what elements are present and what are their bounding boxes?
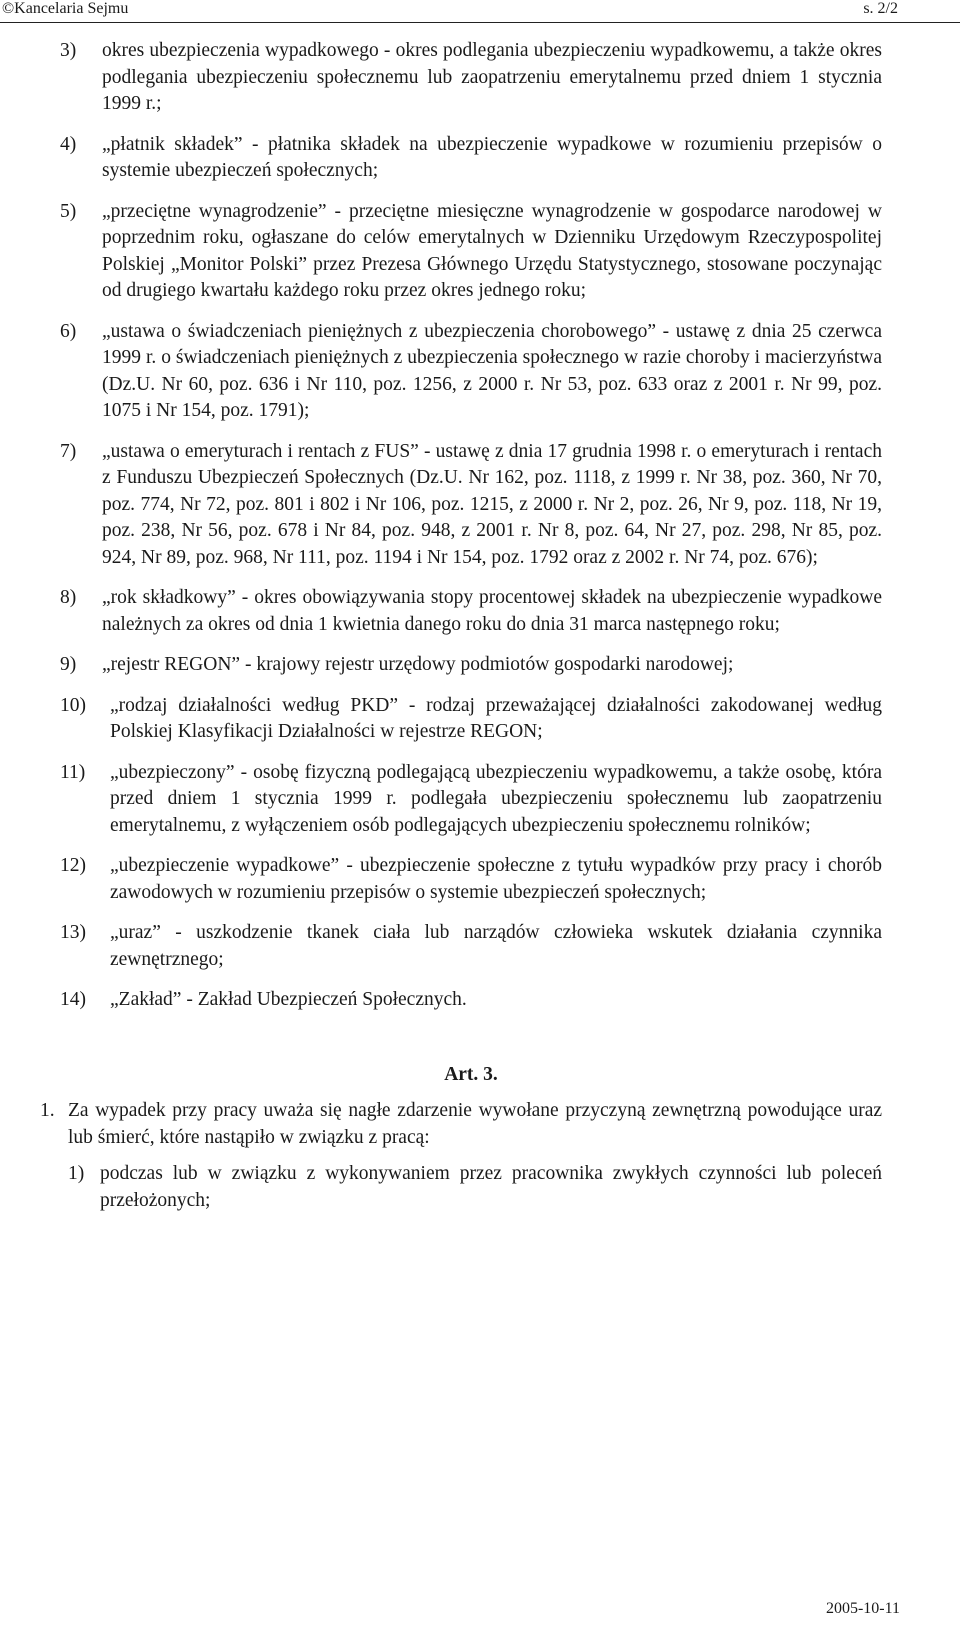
article-subitem <box>68 1161 882 1214</box>
paragraph-number: 1. <box>40 1100 55 1121</box>
item-number: 6) <box>60 320 77 342</box>
item-text: „rejestr REGON” - krajowy rejestr urzędowy podmiotów gospodarki narodowej; <box>102 654 734 675</box>
item-text: „rodzaj działalności według PKD” - rodzaj przeważającej działalności zakodowanej według Polskiej Klasyfikacji Działalności w rejestrze REGON; <box>110 694 882 742</box>
definition-item-8 <box>60 585 882 638</box>
subitem-text: podczas lub w związku z wykonywaniem przez pracownika zwykłych czynności lub poleceń przełożonych; <box>100 1163 882 1211</box>
definition-item-11 <box>60 760 882 840</box>
item-text: „ustawa o świadczeniach pieniężnych z ubezpieczenia chorobowego” - ustawę z dnia 25 czerwca 1999 r. o świadczeniach pieniężnych z ubezpieczenia społecznego w razie choroby i macierzyństwa (Dz.U. Nr 60, poz. 636 i Nr 110, poz. 1256, z 2000 r. Nr 53, poz. 633 oraz z 2001 r. Nr 99, poz. 1075 i Nr 154, poz. 1791); <box>102 320 882 421</box>
definition-item-12 <box>60 853 882 906</box>
item-text: „rok składkowy” - okres obowiązywania stopy procentowej składek na ubezpieczenie wypadkowe należnych za okres od dnia 1 kwietnia danego roku do dnia 31 marca następnego roku; <box>102 587 882 635</box>
item-number: 3) <box>60 40 77 61</box>
item-number: 13) <box>60 922 86 943</box>
item-number: 5) <box>60 200 77 222</box>
item-number: 14) <box>60 989 86 1010</box>
item-text: „ubezpieczony” - osobę fizyczną podlegającą ubezpieczeniu wypadkowemu, a także osobę, która przed dniem 1 stycznia 1999 r. podlegała ubezpieczeniu społecznemu lub zaopatrzeniu emerytalnemu, z wyłączeniem osób podlegających ubezpieczeniu społecznemu rolników; <box>110 761 882 836</box>
page-header <box>0 0 960 23</box>
document-body <box>40 38 882 1214</box>
page-number: s. 2/2 <box>863 0 898 17</box>
definition-item-4 <box>60 132 882 185</box>
item-text: „ustawa o emeryturach i rentach z FUS” - ustawę z dnia 17 grudnia 1998 r. o emeryturach i rentach z Funduszu Ubezpieczeń Społecznych (Dz.U. Nr 162, poz. 1118, z 1999 r. Nr 38, poz. 360, Nr 70, poz. 774, Nr 72, poz. 801 i 802 i Nr 106, poz. 1215, z 2000 r. Nr 2, poz. 26, Nr 9, poz. 118, Nr 19, poz. 238, Nr 56, poz. 678 i Nr 84, poz. 948, z 2001 r. Nr 8, poz. 64, Nr 27, poz. 298, Nr 85, poz. 924, Nr 89, poz. 968, Nr 111, poz. 1194 i Nr 154, poz. 1792 oraz z 2002 r. Nr 74, poz. 676); <box>102 440 882 568</box>
definition-item-3 <box>60 38 882 118</box>
item-text: „uraz” - uszkodzenie tkanek ciała lub narządów człowieka wskutek działania czynnika zewnętrznego; <box>110 922 882 970</box>
paragraph-text: Za wypadek przy pracy uważa się nagłe zdarzenie wywołane przyczyną zewnętrzną powodujące uraz lub śmierć, które nastąpiło w związku z pracą: <box>68 1100 882 1148</box>
item-number: 11) <box>60 761 86 783</box>
item-text: „Zakład” - Zakład Ubezpieczeń Społecznych. <box>110 989 467 1010</box>
item-text: „przeciętne wynagrodzenie” - przeciętne miesięczne wynagrodzenie w gospodarce narodowej w poprzednim roku, ogłaszane do celów emerytalnych w Dzienniku Urzędowym Rzeczypospolitej Polskiej „Monitor Polski” przez Prezesa Głównego Urzędu Statystycznego, stosowane poczynając od drugiego kwartału każdego roku przez okres jednego roku; <box>102 200 882 301</box>
item-number: 8) <box>60 587 77 608</box>
article-paragraph <box>40 1098 882 1151</box>
item-number: 10) <box>60 694 86 716</box>
footer-date: 2005-10-11 <box>825 1600 900 1617</box>
item-number: 4) <box>60 133 77 155</box>
item-text: okres ubezpieczenia wypadkowego - okres podlegania ubezpieczeniu wypadkowemu, a także okres podlegania ubezpieczeniu społecznemu lub zaopatrzeniu emerytalnemu przed dniem 1 stycznia 1999 r.; <box>102 40 882 114</box>
definition-item-7 <box>60 439 882 572</box>
definition-item-10 <box>60 693 882 746</box>
item-number: 9) <box>60 654 77 675</box>
item-number: 12) <box>60 855 86 876</box>
definition-item-13 <box>60 920 882 973</box>
definition-item-5 <box>60 199 882 305</box>
article-title: Art. 3. <box>444 1063 498 1085</box>
definition-item-6 <box>60 319 882 425</box>
source-label: ©Kancelaria Sejmu <box>2 0 129 17</box>
definition-item-9 <box>60 652 882 679</box>
item-text: „ubezpieczenie wypadkowe” - ubezpieczenie społeczne z tytułu wypadków przy pracy i chorób zawodowych w rozumieniu przepisów o systemie ubezpieczeń społecznych; <box>110 855 882 903</box>
item-number: 7) <box>60 440 77 462</box>
subitem-number: 1) <box>68 1163 85 1184</box>
item-text: „płatnik składek” - płatnika składek na ubezpieczenie wypadkowe w rozumieniu przepisów o systemie ubezpieczeń społecznych; <box>102 133 882 181</box>
definition-item-14 <box>60 987 882 1014</box>
